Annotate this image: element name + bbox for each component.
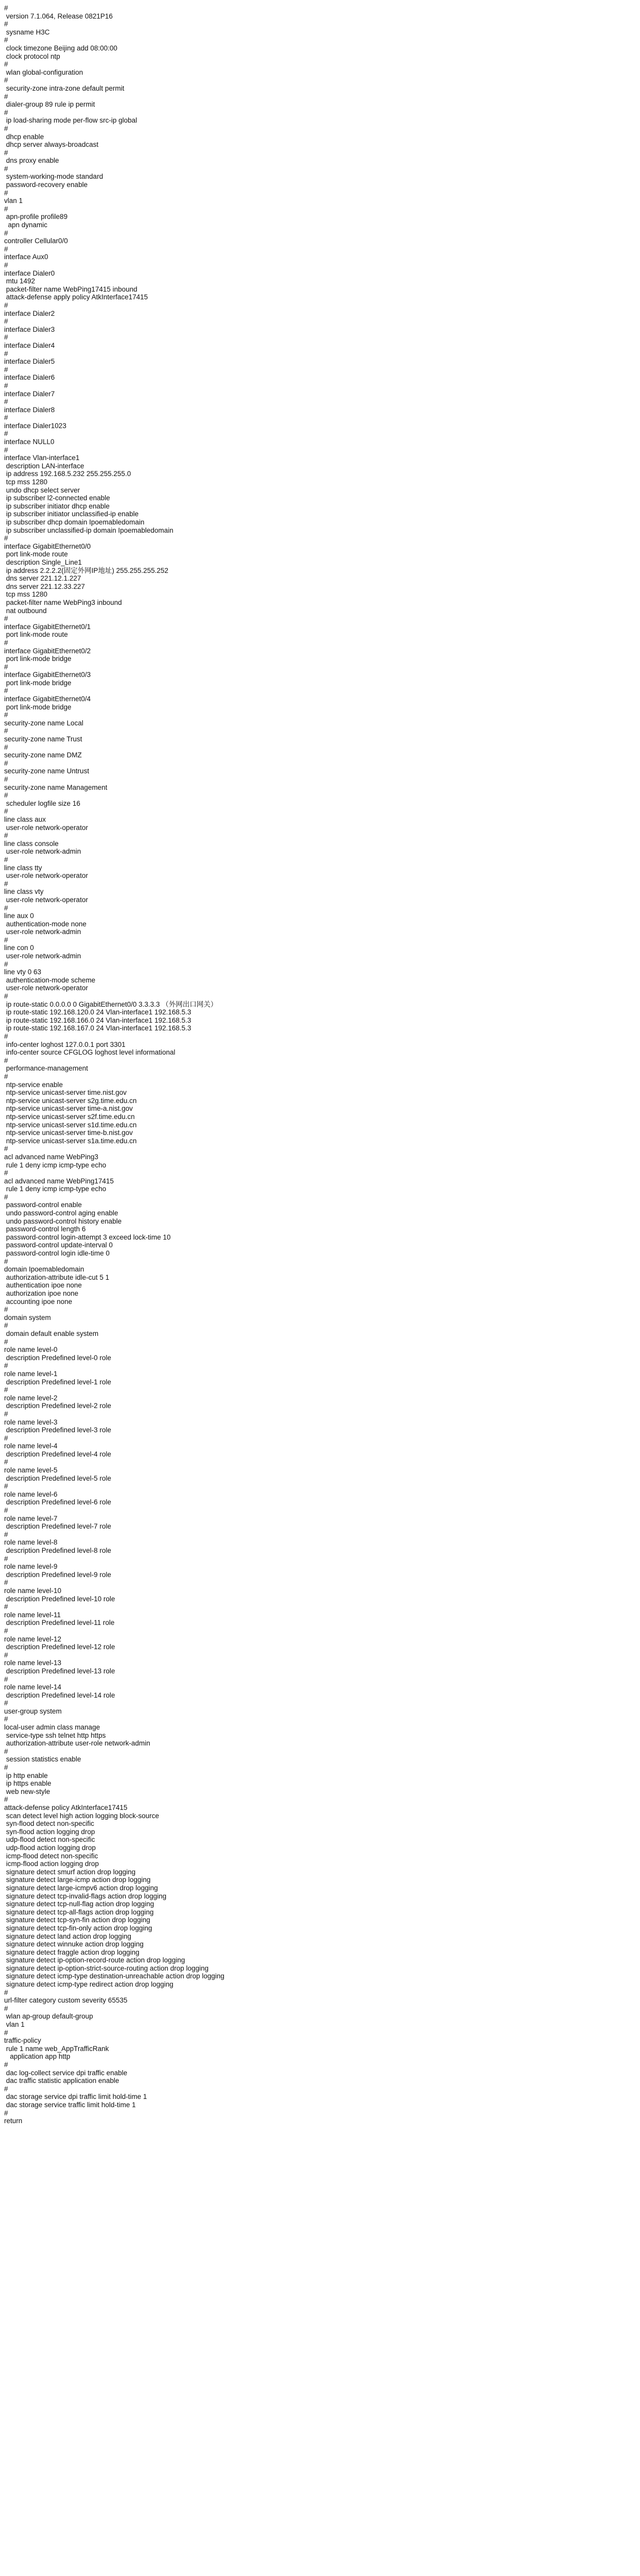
config-line: description Predefined level-11 role [4, 1619, 115, 1627]
config-line: # [4, 1530, 8, 1538]
config-line: role name level-12 [4, 1635, 62, 1643]
config-line: attack-defense policy AtkInterface17415 [4, 1804, 128, 1811]
config-line: # [4, 1988, 8, 1996]
config-line: role name level-5 [4, 1466, 58, 1475]
config-line: signature detect icmp-type redirect action drop logging [4, 1980, 174, 1989]
config-line: security-zone name Untrust [4, 767, 90, 775]
config-line: description Predefined level-13 role [4, 1667, 115, 1675]
config-line: url-filter category custom severity 65535 [4, 1996, 128, 2005]
config-line: # [4, 791, 8, 800]
config-line: domain default enable system [4, 1329, 99, 1337]
config-line: # [4, 759, 8, 767]
config-line: traffic-policy [4, 2037, 41, 2045]
config-line: # [4, 743, 8, 751]
config-line: # [4, 1410, 8, 1418]
config-line: interface Dialer5 [4, 358, 55, 366]
config-line: signature detect tcp-null-flag action drop logging [4, 1900, 154, 1908]
config-line: scan detect level high action logging block-source [4, 1811, 159, 1820]
config-line: version 7.1.064, Release 0821P16 [4, 12, 113, 20]
config-line: # [4, 124, 8, 132]
config-line: icmp-flood action logging drop [4, 1860, 99, 1868]
config-line: # [4, 904, 8, 912]
config-line: # [4, 108, 8, 116]
config-line: # [4, 349, 8, 358]
config-line: # [4, 638, 8, 647]
config-line: ip http enable [4, 1771, 48, 1780]
config-line: dac log-collect service dpi traffic enable [4, 2069, 128, 2077]
config-line: service-type ssh telnet http https [4, 1731, 106, 1739]
config-line: port link-mode bridge [4, 655, 72, 663]
config-line: description LAN-interface [4, 462, 84, 470]
config-line: interface GigabitEthernet0/0 [4, 542, 91, 550]
config-line: # [4, 960, 8, 968]
config-line: udp-flood detect non-specific [4, 1836, 95, 1844]
config-line: # [4, 807, 8, 816]
config-line: password-control update-interval 0 [4, 1241, 113, 1249]
config-line: ntp-service enable [4, 1080, 63, 1089]
config-line: line class tty [4, 863, 42, 872]
config-line: session statistics enable [4, 1755, 81, 1764]
config-line: # [4, 1747, 8, 1755]
config-line: dialer-group 89 rule ip permit [4, 100, 95, 109]
config-line: ip route-static 192.168.166.0 24 Vlan-interface1 192.168.5.3 [4, 1016, 192, 1024]
config-line: application app http [4, 2053, 71, 2061]
config-line: # [4, 936, 8, 944]
config-line: # [4, 775, 8, 783]
config-line: password-recovery enable [4, 181, 88, 189]
config-line: accounting ipoe none [4, 1297, 73, 1306]
config-line: user-role network-admin [4, 848, 81, 856]
config-line: role name level-0 [4, 1346, 58, 1354]
config-line: # [4, 992, 8, 1001]
config-line: # [4, 92, 8, 100]
config-line: rule 1 name web_AppTrafficRank [4, 2044, 109, 2053]
config-line: sysname H3C [4, 28, 50, 36]
config-line: vlan 1 [4, 2021, 25, 2029]
config-line: # [4, 317, 8, 326]
config-line: # [4, 4, 8, 12]
config-line: interface Dialer1023 [4, 421, 66, 430]
config-line: # [4, 333, 8, 342]
config-line: dns server 221.12.33.227 [4, 582, 85, 590]
config-line: # [4, 663, 8, 671]
config-line: # [4, 1651, 8, 1659]
config-line: apn dynamic [4, 221, 48, 229]
config-line: packet-filter name WebPing3 inbound [4, 598, 122, 606]
config-line: mtu 1492 [4, 277, 36, 285]
config-line: # [4, 430, 8, 438]
config-line: # [4, 148, 8, 157]
config-line: authentication-mode scheme [4, 976, 96, 984]
config-line: role name level-10 [4, 1586, 62, 1595]
config-line: dac traffic statistic application enable [4, 2077, 119, 2085]
config-line: interface Dialer4 [4, 341, 55, 349]
config-line: # [4, 1715, 8, 1723]
config-line: security-zone intra-zone default permit [4, 84, 125, 92]
config-line: # [4, 36, 8, 44]
config-line: signature detect large-icmpv6 action drop logging [4, 1884, 158, 1892]
config-line: domain system [4, 1313, 51, 1321]
config-line: # [4, 1321, 8, 1330]
config-line: # [4, 1699, 8, 1707]
config-line: # [4, 1795, 8, 1804]
config-line: ip route-static 192.168.167.0 24 Vlan-interface1 192.168.5.3 [4, 1024, 192, 1032]
config-line: ntp-service unicast-server s1d.time.edu.cn [4, 1121, 137, 1129]
config-line: ip route-static 0.0.0.0 0 GigabitEthernet0/0 3.3.3.3 （外网出口网关） [4, 1000, 218, 1008]
config-line: clock timezone Beijing add 08:00:00 [4, 44, 117, 52]
config-line: user-group system [4, 1707, 62, 1715]
config-line: description Predefined level-2 role [4, 1402, 111, 1410]
config-line: # [4, 687, 8, 695]
config-line: user-role network-operator [4, 895, 88, 904]
config-line: # [4, 1386, 8, 1394]
config-line: dhcp enable [4, 132, 44, 141]
config-line: signature detect tcp-all-flags action drop logging [4, 1908, 154, 1916]
config-line: tcp mss 1280 [4, 478, 48, 486]
config-line: port link-mode route [4, 550, 68, 558]
config-line: security-zone name DMZ [4, 751, 82, 759]
config-line: # [4, 1482, 8, 1490]
config-line: line vty 0 63 [4, 968, 42, 976]
config-line: user-role network-operator [4, 984, 88, 992]
config-line: security-zone name Trust [4, 735, 82, 743]
config-line: # [4, 1626, 8, 1635]
config-line: dhcp server always-broadcast [4, 141, 99, 149]
config-line: security-zone name Local [4, 719, 83, 727]
config-line: description Predefined level-8 role [4, 1547, 111, 1554]
config-line: # [4, 1337, 8, 1346]
config-line: line aux 0 [4, 912, 34, 920]
config-line: syn-flood action logging drop [4, 1827, 95, 1836]
config-line: port link-mode route [4, 631, 68, 639]
config-line: # [4, 245, 8, 253]
config-line: apn-profile profile89 [4, 213, 68, 221]
config-line: ip address 2.2.2.2(固定外网IP地址) 255.255.255.252 [4, 566, 168, 574]
config-line: wlan ap-group default-group [4, 2012, 93, 2021]
config-line: # [4, 414, 8, 422]
config-line: role name level-9 [4, 1563, 58, 1571]
config-line: role name level-1 [4, 1369, 58, 1378]
config-line: ip subscriber dhcp domain Ipoemabledomain [4, 518, 145, 526]
config-line: # [4, 1169, 8, 1177]
config-line: local-user admin class manage [4, 1723, 100, 1732]
config-line: interface Dialer0 [4, 269, 55, 277]
config-line: rule 1 deny icmp icmp-type echo [4, 1185, 107, 1193]
config-line: user-role network-admin [4, 928, 81, 936]
config-line: # [4, 534, 8, 543]
config-line: security-zone name Management [4, 783, 108, 791]
config-line: role name level-13 [4, 1659, 62, 1667]
config-line: # [4, 1675, 8, 1683]
config-line: interface GigabitEthernet0/3 [4, 671, 91, 679]
config-line: ip subscriber initiator unclassified-ip enable [4, 510, 139, 518]
config-line: # [4, 1362, 8, 1370]
config-line: interface GigabitEthernet0/2 [4, 647, 91, 655]
config-line: signature detect large-icmp action drop logging [4, 1876, 151, 1884]
config-line: domain Ipoemabledomain [4, 1265, 84, 1274]
config-line: user-role network-operator [4, 872, 88, 880]
config-line: # [4, 301, 8, 309]
config-line: role name level-11 [4, 1611, 61, 1619]
config-line: # [4, 1506, 8, 1515]
config-line: authorization-attribute idle-cut 5 1 [4, 1273, 110, 1281]
config-line: # [4, 398, 8, 406]
config-line: # [4, 205, 8, 213]
config-line: vlan 1 [4, 197, 23, 205]
config-line: # [4, 727, 8, 735]
config-line: description Predefined level-0 role [4, 1353, 111, 1362]
config-line: user-role network-operator [4, 823, 88, 832]
config-line: packet-filter name WebPing17415 inbound [4, 285, 137, 293]
config-line: # [4, 1193, 8, 1201]
config-line: acl advanced name WebPing3 [4, 1153, 98, 1161]
config-line: interface Aux0 [4, 253, 48, 261]
config-line: # [4, 2109, 8, 2117]
config-line: ip subscriber initiator dhcp enable [4, 502, 110, 510]
config-line: # [4, 1458, 8, 1466]
config-line: line con 0 [4, 944, 34, 952]
config-line: ntp-service unicast-server time.nist.gov [4, 1089, 127, 1097]
config-line: interface Dialer7 [4, 389, 55, 398]
config-line: description Predefined level-9 role [4, 1570, 111, 1579]
config-line: # [4, 60, 8, 69]
config-line: interface GigabitEthernet0/4 [4, 695, 91, 703]
config-line: undo dhcp select server [4, 486, 80, 494]
config-line: interface Dialer6 [4, 374, 55, 382]
config-line: signature detect tcp-fin-only action drop logging [4, 1924, 152, 1932]
config-line: ntp-service unicast-server s2g.time.edu.cn [4, 1096, 137, 1105]
config-line: # [4, 2061, 8, 2069]
config-line: undo password-control aging enable [4, 1209, 118, 1217]
config-line: # [4, 2028, 8, 2037]
config-line: dns server 221.12.1.227 [4, 574, 81, 583]
config-line: # [4, 1056, 8, 1064]
config-line: # [4, 1072, 8, 1080]
config-line: description Predefined level-10 role [4, 1595, 115, 1603]
config-line: password-control login-attempt 3 exceed lock-time 10 [4, 1233, 171, 1241]
config-line: line class aux [4, 815, 46, 823]
config-line: ip load-sharing mode per-flow src-ip global [4, 116, 137, 125]
config-line: web new-style [4, 1787, 50, 1795]
config-line: # [4, 1257, 8, 1265]
config-line: role name level-4 [4, 1442, 58, 1450]
config-line: # [4, 446, 8, 454]
config-line: signature detect ip-option-record-route action drop logging [4, 1956, 185, 1964]
config-line: syn-flood detect non-specific [4, 1820, 94, 1828]
config-line: port link-mode bridge [4, 679, 72, 687]
config-line: dns proxy enable [4, 157, 59, 165]
config-line: interface GigabitEthernet0/1 [4, 622, 91, 631]
config-line: # [4, 381, 8, 389]
config-line: icmp-flood detect non-specific [4, 1852, 98, 1860]
config-line: # [4, 1306, 8, 1314]
config-line: ntp-service unicast-server time-b.nist.gov [4, 1129, 133, 1137]
config-line: role name level-8 [4, 1538, 58, 1547]
config-line: # [4, 164, 8, 173]
config-line: info-center source CFGLOG loghost level informational [4, 1048, 176, 1057]
config-line: signature detect smurf action drop logging [4, 1868, 136, 1876]
config-line: # [4, 229, 8, 237]
config-line: signature detect tcp-syn-fin action drop logging [4, 1916, 150, 1924]
config-line: # [4, 1764, 8, 1772]
config-line: # [4, 20, 8, 28]
config-line: ip route-static 192.168.120.0 24 Vlan-interface1 192.168.5.3 [4, 1008, 192, 1016]
config-line: description Predefined level-3 role [4, 1426, 111, 1434]
config-line: # [4, 2084, 8, 2093]
config-line: tcp mss 1280 [4, 590, 48, 599]
config-line: udp-flood action logging drop [4, 1843, 96, 1852]
config-line: ip https enable [4, 1780, 51, 1788]
config-line: description Predefined level-5 role [4, 1474, 111, 1482]
config-line: performance-management [4, 1064, 88, 1073]
config-line: description Predefined level-7 role [4, 1522, 111, 1531]
config-line: controller Cellular0/0 [4, 237, 68, 245]
config-line: role name level-3 [4, 1418, 58, 1426]
config-line: password-control length 6 [4, 1225, 86, 1233]
config-line: signature detect ip-option-strict-source-routing action drop logging [4, 1964, 209, 1972]
config-line: wlan global-configuration [4, 68, 83, 76]
config-line: acl advanced name WebPing17415 [4, 1177, 114, 1185]
config-line: dac storage service traffic limit hold-time 1 [4, 2100, 136, 2109]
config-line: interface Dialer8 [4, 405, 55, 414]
config-line: scheduler logfile size 16 [4, 799, 80, 807]
config-line: clock protocol ntp [4, 52, 60, 60]
config-line: role name level-7 [4, 1514, 58, 1522]
config-line: # [4, 832, 8, 840]
config-line: interface Vlan-interface1 [4, 454, 80, 462]
config-line: ip address 192.168.5.232 255.255.255.0 [4, 470, 131, 478]
config-line: # [4, 76, 8, 84]
config-line: signature detect land action drop logging [4, 1932, 131, 1940]
config-line: # [4, 1554, 8, 1563]
config-line: # [4, 855, 8, 863]
config-line: signature detect icmp-type destination-unreachable action drop logging [4, 1972, 224, 1980]
config-line: line class console [4, 839, 59, 848]
config-line: return [4, 2117, 23, 2125]
config-line: role name level-14 [4, 1683, 62, 1691]
config-line: signature detect fraggle action drop logging [4, 1948, 140, 1956]
config-line: info-center loghost 127.0.0.1 port 3301 [4, 1040, 126, 1048]
config-line: system-working-mode standard [4, 173, 103, 181]
config-line: authentication-mode none [4, 920, 87, 928]
config-line: password-control login idle-time 0 [4, 1249, 110, 1258]
config-line: ntp-service unicast-server s1a.time.edu.cn [4, 1137, 137, 1145]
config-line: rule 1 deny icmp icmp-type echo [4, 1161, 107, 1169]
config-line: password-control enable [4, 1201, 82, 1209]
config-line: authorization ipoe none [4, 1290, 79, 1297]
config-line: # [4, 261, 8, 269]
config-line: # [4, 1579, 8, 1587]
config-line: ip subscriber l2-connected enable [4, 494, 110, 502]
config-line: undo password-control history enable [4, 1217, 122, 1225]
config-line: dac storage service dpi traffic limit hold-time 1 [4, 2093, 147, 2101]
config-line: interface NULL0 [4, 438, 55, 446]
config-line: # [4, 615, 8, 623]
config-line: user-role network-admin [4, 952, 81, 960]
config-line: # [4, 1145, 8, 1153]
config-line: # [4, 879, 8, 888]
config-line: description Predefined level-12 role [4, 1643, 115, 1651]
config-line: line class vty [4, 888, 44, 896]
config-line: # [4, 1434, 8, 1442]
config-line: ip subscriber unclassified-ip domain Ipoemabledomain [4, 526, 174, 534]
config-line: # [4, 711, 8, 719]
config-line: # [4, 2004, 8, 2012]
config-line: authorization-attribute user-role network-admin [4, 1739, 150, 1748]
config-line: ntp-service unicast-server time-a.nist.gov [4, 1105, 133, 1113]
config-line: ntp-service unicast-server s2f.time.edu.cn [4, 1112, 135, 1121]
config-line: signature detect winnuke action drop logging [4, 1940, 144, 1948]
config-line: authentication ipoe none [4, 1281, 82, 1290]
config-line: role name level-6 [4, 1490, 58, 1498]
config-line: description Single_Line1 [4, 558, 82, 566]
config-line: # [4, 1032, 8, 1040]
config-line: # [4, 189, 8, 197]
config-line: port link-mode bridge [4, 703, 72, 711]
config-line: # [4, 365, 8, 374]
config-line: description Predefined level-4 role [4, 1450, 111, 1458]
config-line: # [4, 1603, 8, 1611]
config-line: description Predefined level-6 role [4, 1498, 111, 1506]
config-line: nat outbound [4, 606, 47, 615]
config-line: interface Dialer2 [4, 309, 55, 317]
config-line: description Predefined level-1 role [4, 1378, 111, 1386]
config-line: role name level-2 [4, 1394, 58, 1402]
config-line: signature detect tcp-invalid-flags action drop logging [4, 1892, 167, 1900]
config-line: attack-defense apply policy AtkInterface17415 [4, 293, 148, 301]
config-line: description Predefined level-14 role [4, 1691, 115, 1699]
config-line: interface Dialer3 [4, 325, 55, 333]
